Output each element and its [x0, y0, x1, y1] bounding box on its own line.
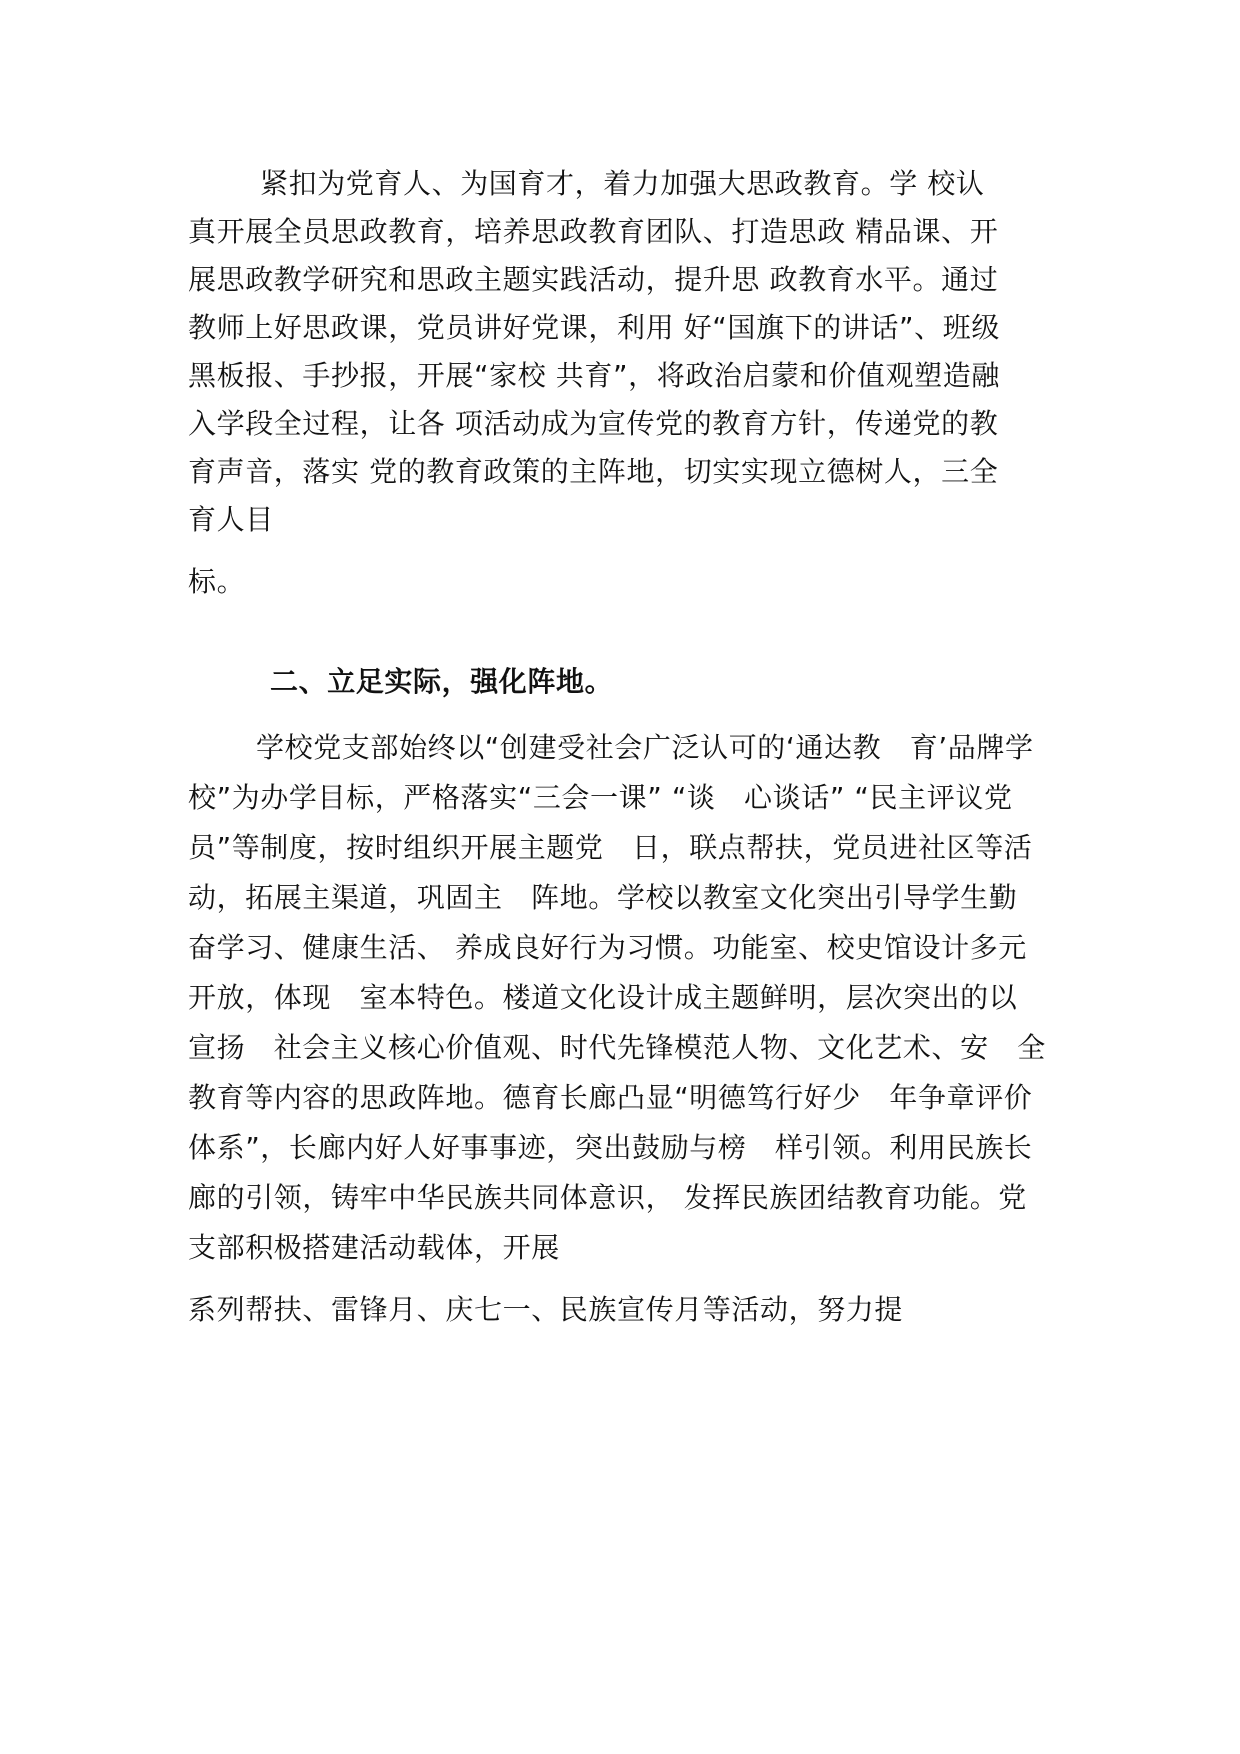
paragraph-line: 真开展全员思政教育，培养思政教育团队、打造思政 精品课、开 — [188, 215, 999, 248]
paragraph-line: 入学段全过程，让各 项活动成为宣传党的教育方针，传递党的教 — [188, 407, 999, 440]
paragraph-line: 标。 — [188, 565, 246, 598]
paragraph-line: 奋学习、健康生活、 养成良好行为习惯。功能室、校史馆设计多元 — [188, 931, 1027, 964]
paragraph-line: 校”为办学目标，严格落实“三会一课” “谈 心谈话” “民主评议党 — [188, 781, 1013, 814]
paragraph-line: 系列帮扶、雷锋月、庆七一、民族宣传月等活动，努力提 — [188, 1293, 904, 1326]
paragraph-line: 育人目 — [188, 503, 274, 536]
paragraph-line: 体系”，长廊内好人好事事迹，突出鼓励与榜 样引领。利用民族长 — [188, 1131, 1033, 1164]
paragraph-line: 教育等内容的思政阵地。德育长廊凸显“明德笃行好少 年争章评价 — [188, 1081, 1033, 1114]
paragraph-line: 动，拓展主渠道，巩固主 阵地。学校以教室文化突出引导学生勤 — [188, 881, 1018, 914]
paragraph-line: 廊的引领，铸牢中华民族共同体意识， 发挥民族团结教育功能。党 — [188, 1181, 1027, 1214]
paragraph-line: 紧扣为党育人、为国育才，着力加强大思政教育。学 校认 — [260, 167, 985, 200]
paragraph-line: 展思政教学研究和思政主题实践活动，提升思 政教育水平。通过 — [188, 263, 999, 296]
paragraph-line: 黑板报、手抄报，开展“家校 共育”，将政治启蒙和价值观塑造融 — [188, 359, 1000, 392]
paragraph-line: 育声音，落实 党的教育政策的主阵地，切实实现立德树人，三全 — [188, 455, 999, 488]
section-heading: 二、立足实际，强化阵地。 — [270, 665, 614, 698]
paragraph-line: 支部积极搭建活动载体，开展 — [188, 1231, 560, 1264]
paragraph-line: 教师上好思政课，党员讲好党课，利用 好“国旗下的讲话”、班级 — [188, 311, 1000, 344]
paragraph-line: 学校党支部始终以“创建受社会广泛认可的‘通达教 育’品牌学 — [256, 731, 1034, 764]
paragraph-line: 开放，体现 室本特色。楼道文化设计成主题鲜明，层次突出的以 — [188, 981, 1018, 1014]
paragraph-line: 员”等制度，按时组织开展主题党 日，联点帮扶，党员进社区等活 — [188, 831, 1033, 864]
paragraph-line: 宣扬 社会主义核心价值观、时代先锋模范人物、文化艺术、安 全 — [188, 1031, 1046, 1064]
